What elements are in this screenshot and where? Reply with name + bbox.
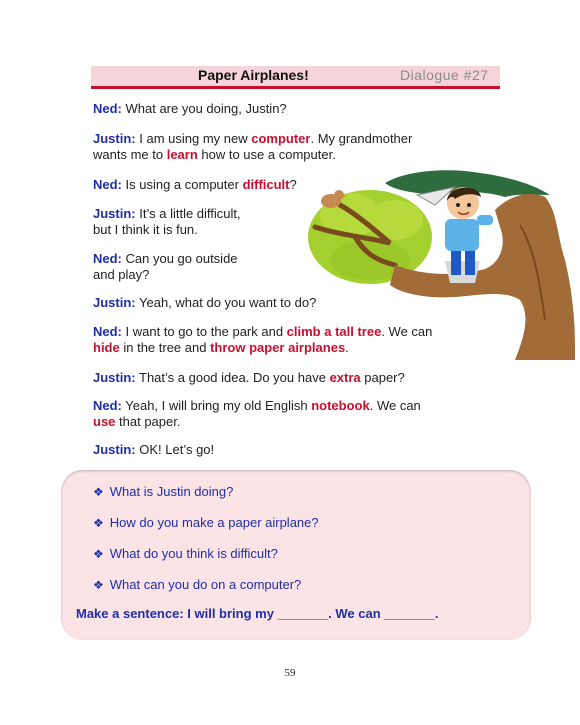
question-item-2	[93, 515, 319, 530]
speaker-label: Ned:	[93, 177, 122, 192]
dialogue-text: I want to go to the park and	[121, 324, 287, 339]
speaker-label: Ned:	[93, 101, 122, 116]
dialogue-text: how to use a computer.	[197, 147, 336, 162]
dialogue-text: wants me to	[93, 147, 167, 162]
dialogue-text: but I think it is fun.	[93, 222, 198, 237]
question-text: What is Justin doing?	[109, 484, 234, 499]
dialogue-text: . We can	[381, 324, 433, 339]
dialogue-text: that paper.	[115, 414, 181, 429]
vocab-word: computer	[251, 131, 311, 146]
speaker-label: Justin:	[93, 295, 136, 310]
question-item-1	[93, 484, 233, 499]
make-a-sentence-prompt: Make a sentence: I will bring my _______. We can _______.	[76, 606, 439, 621]
vocab-word: learn	[166, 147, 198, 162]
vocab-word: extra	[329, 370, 361, 385]
diamond-bullet-icon: ❖	[93, 485, 104, 499]
dialogue-line-5	[93, 251, 238, 283]
speaker-label: Justin:	[93, 131, 136, 146]
speaker-label: Justin:	[93, 442, 136, 457]
dialogue-text: .	[345, 340, 349, 355]
page-number: 59	[284, 667, 296, 679]
vocab-word: difficult	[242, 177, 290, 192]
vocab-word: use	[93, 414, 116, 429]
dialogue-number: Dialogue #27	[400, 67, 489, 83]
question-text: How do you make a paper airplane?	[109, 515, 319, 530]
question-text: What do you think is difficult?	[109, 546, 278, 561]
dialogue-text: Yeah, I will bring my old English	[121, 398, 312, 413]
vocab-word: hide	[93, 340, 120, 355]
dialogue-text: . My grandmother	[310, 131, 413, 146]
boy-in-tree-illustration	[295, 165, 575, 360]
speaker-label: Justin:	[93, 370, 136, 385]
speaker-label: Justin:	[93, 206, 136, 221]
speaker-label: Ned:	[93, 251, 122, 266]
title-bar	[91, 66, 500, 89]
dialogue-line-2	[93, 131, 412, 163]
vocab-word: throw paper airplanes	[210, 340, 346, 355]
speaker-label: Ned:	[93, 398, 122, 413]
page-title: Paper Airplanes!	[198, 67, 309, 83]
dialogue-text: That’s a good idea. Do you have	[135, 370, 330, 385]
dialogue-text: Can you go outside	[121, 251, 238, 266]
dialogue-text: OK! Let’s go!	[135, 442, 215, 457]
dialogue-text: ?	[289, 177, 297, 192]
diamond-bullet-icon: ❖	[93, 547, 104, 561]
boy-icon	[445, 187, 493, 283]
question-item-4	[93, 577, 301, 592]
dialogue-text: Is using a computer	[121, 177, 243, 192]
dialogue-line-9	[93, 398, 421, 430]
vocab-word: notebook	[311, 398, 370, 413]
dialogue-line-4	[93, 206, 241, 238]
vocab-word: climb a tall tree	[286, 324, 382, 339]
diamond-bullet-icon: ❖	[93, 578, 104, 592]
dialogue-text: Yeah, what do you want to do?	[135, 295, 317, 310]
dialogue-text: . We can	[369, 398, 421, 413]
dialogue-text: I am using my new	[135, 131, 252, 146]
dialogue-line-10	[93, 442, 214, 458]
question-text: What can you do on a computer?	[109, 577, 302, 592]
speaker-label: Ned:	[93, 324, 122, 339]
question-item-3	[93, 546, 278, 561]
dialogue-text: It’s a little difficult,	[135, 206, 241, 221]
dialogue-text: What are you doing, Justin?	[121, 101, 287, 116]
diamond-bullet-icon: ❖	[93, 516, 104, 530]
dialogue-line-1	[93, 101, 287, 117]
dialogue-line-8	[93, 370, 405, 386]
dialogue-text: in the tree and	[119, 340, 211, 355]
dialogue-line-3	[93, 177, 297, 193]
dialogue-text: paper?	[360, 370, 405, 385]
dialogue-line-6	[93, 295, 316, 311]
dialogue-text: and play?	[93, 267, 150, 282]
